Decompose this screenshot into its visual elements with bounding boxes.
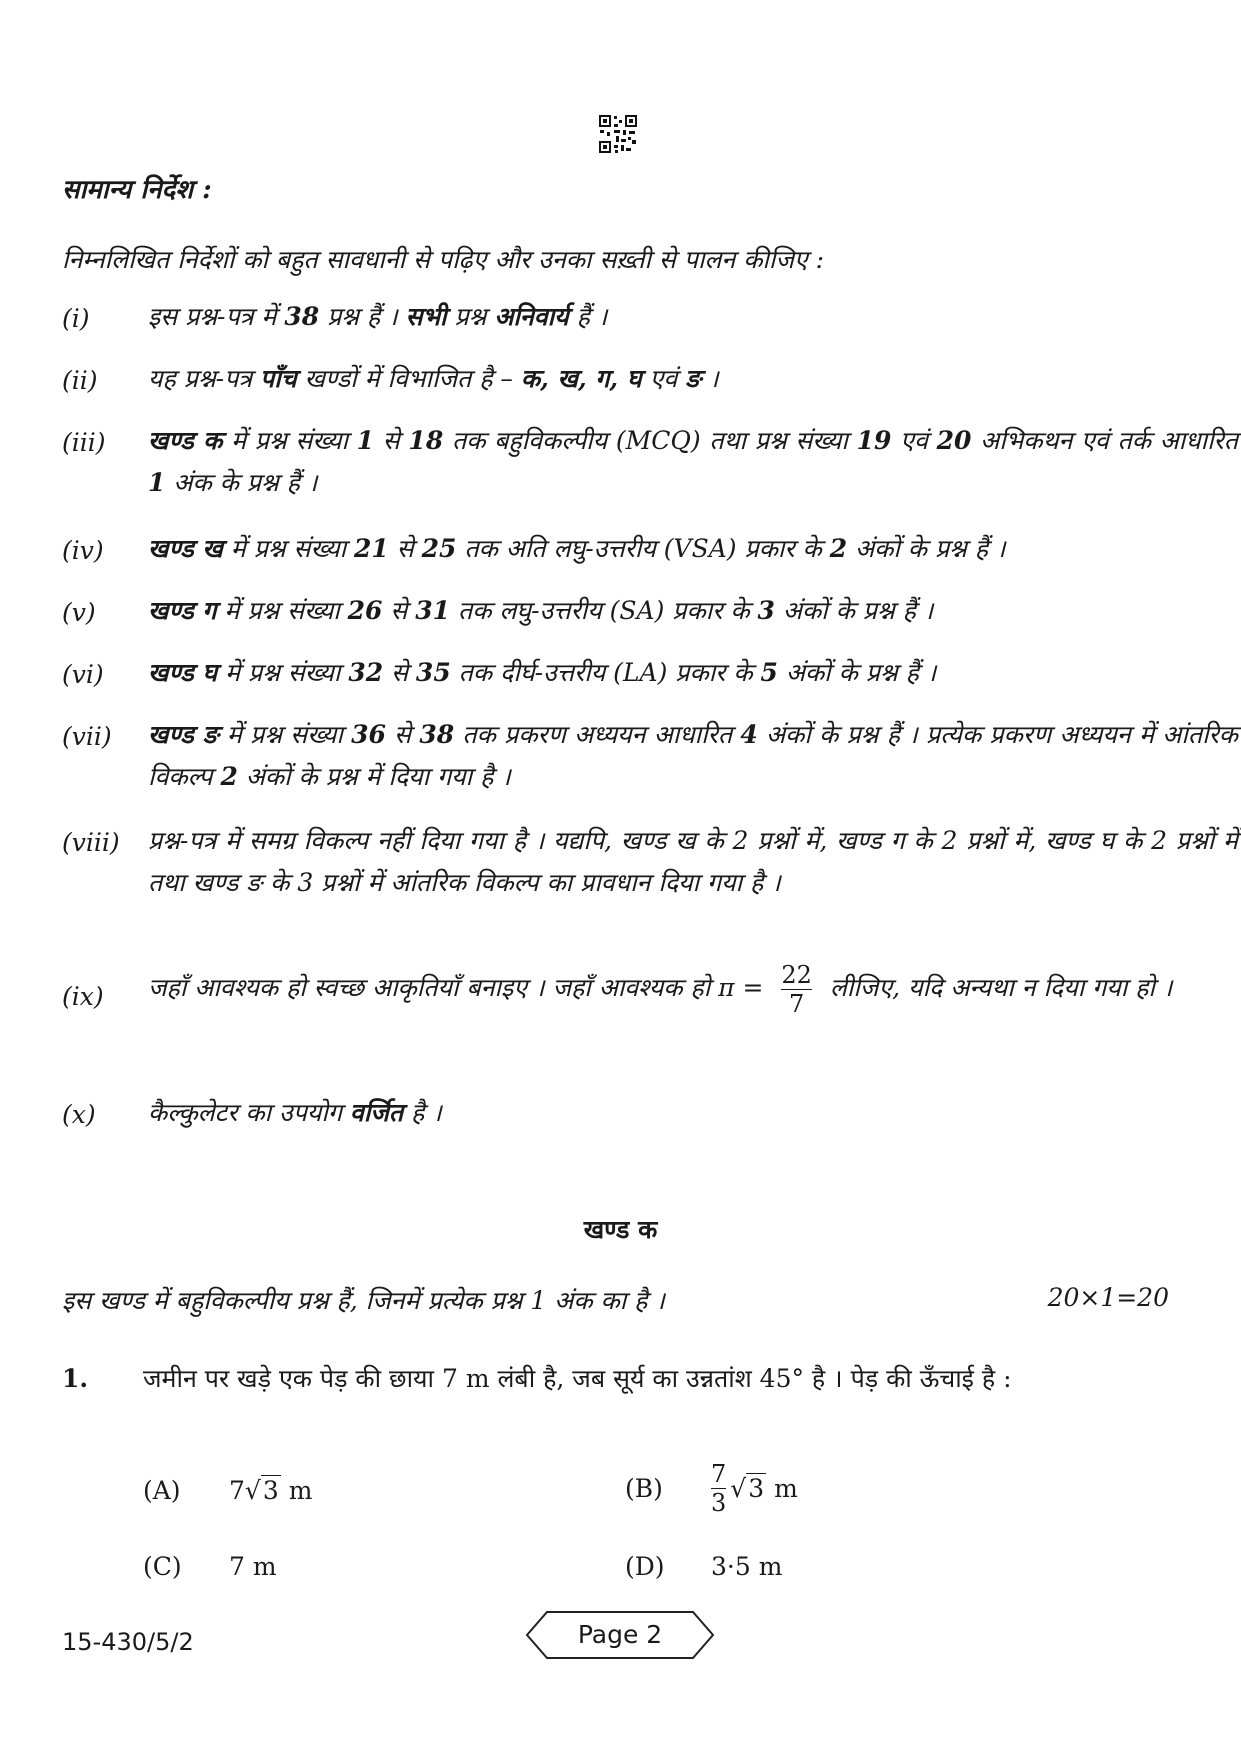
instruction-text: जहाँ आवश्यक हो स्वच्छ आकृतियाँ बनाइए । जहाँ आवश्यक हो π = $\frac{22}{7}$ लीजिए, यदि अन्यथा न दिया गया हो । — [148, 961, 1173, 1018]
instruction-number: (viii) — [62, 828, 120, 857]
instruction-text: यह प्रश्न-पत्र पाँच खण्डों में विभाजित है – क, ख, ग, घ एवं ङ । — [148, 364, 719, 393]
option-c: (C) 7 m — [143, 1552, 277, 1581]
question-number: 1. — [62, 1364, 89, 1393]
sqrt-symbol: √3 — [730, 1474, 765, 1503]
instruction-number: (iv) — [62, 536, 104, 565]
instruction-text: इस प्रश्न-पत्र में 38 प्रश्न हैं । सभी प्रश्न अनिवार्य हैं । — [148, 302, 608, 331]
section-title: खण्ड क — [583, 1215, 658, 1244]
instruction-number: (v) — [62, 598, 96, 627]
question-text: जमीन पर खड़े एक पेड़ की छाया 7 m लंबी है, जब सूर्य का उन्नतांश 45° है । पेड़ की ऊँचाई है : — [143, 1364, 1012, 1393]
instruction-number: (ix) — [62, 982, 104, 1011]
option-label: (C) — [143, 1552, 182, 1581]
option-label: (B) — [625, 1474, 663, 1503]
instruction-text: खण्ड ङ में प्रश्न संख्या 36 से 38 तक प्रकरण अध्ययन आधारित 4 अंकों के प्रश्न हैं । प्रत्येक प्रकरण अध्ययन में आंतरिक विकल्प 2 अंकों के प्रश्न में दिया गया है । — [148, 720, 1238, 791]
instruction-text: खण्ड ख में प्रश्न संख्या 21 से 25 तक अति लघु-उत्तरीय (VSA) प्रकार के 2 अंकों के प्रश्न हैं । — [148, 534, 1006, 563]
qr-code-icon — [598, 114, 638, 154]
instruction-number: (vi) — [62, 660, 104, 689]
instruction-text: खण्ड घ में प्रश्न संख्या 32 से 35 तक दीर्घ-उत्तरीय (LA) प्रकार के 5 अंकों के प्रश्न हैं । — [148, 658, 937, 687]
instruction-number: (vii) — [62, 722, 112, 751]
instruction-text: कैल्कुलेटर का उपयोग वर्जित है । — [148, 1098, 442, 1127]
general-instructions-heading: सामान्य निर्देश : — [62, 175, 212, 205]
option-label: (D) — [625, 1552, 665, 1581]
instruction-number: (iii) — [62, 428, 106, 457]
paper-code: 15-430/5/2 — [62, 1628, 194, 1656]
section-marks: 20×1=20 — [1047, 1283, 1169, 1312]
page-number-badge — [525, 1610, 715, 1660]
instruction-text: खण्ड ग में प्रश्न संख्या 26 से 31 तक लघु-उत्तरीय (SA) प्रकार के 3 अंकों के प्रश्न हैं । — [148, 596, 934, 625]
instruction-number: (ii) — [62, 366, 98, 395]
option-label: (A) — [143, 1476, 181, 1505]
instructions-intro: निम्नलिखित निर्देशों को बहुत सावधानी से पढ़िए और उनका सख़्ती से पालन कीजिए : — [62, 245, 825, 274]
instruction-text: खण्ड क में प्रश्न संख्या 1 से 18 तक बहुविकल्पीय (MCQ) तथा प्रश्न संख्या 19 एवं 20 अभिकथन एवं तर्क आधारित 1 अंक के प्रश्न हैं । — [148, 426, 1239, 497]
pi-fraction: $\frac{22}{7}$ — [781, 961, 812, 1018]
instruction-number: (x) — [62, 1100, 96, 1129]
option-b-fraction: $\frac{7}{3}$ — [711, 1460, 727, 1517]
instruction-number: (i) — [62, 304, 90, 333]
option-a: (A) 7√3 m — [143, 1476, 313, 1505]
page-number: Page 2 — [577, 1620, 663, 1649]
option-d: (D) 3·5 m — [625, 1552, 783, 1581]
section-note: इस खण्ड में बहुविकल्पीय प्रश्न हैं, जिनमें प्रत्येक प्रश्न 1 अंक का है । — [62, 1286, 665, 1315]
sqrt-symbol: √3 — [244, 1476, 279, 1505]
instruction-text: प्रश्न-पत्र में समग्र विकल्प नहीं दिया गया है । यद्यपि, खण्ड ख के 2 प्रश्नों में, खण्ड ग के 2 प्रश्नों में, खण्ड घ के 2 प्रश्नों में तथा खण्ड ङ के 3 प्रश्नों में आंतरिक विकल्प का प्रावधान दिया गया है । — [148, 826, 1238, 897]
option-b: (B) $\frac{7}{3}$ √3 m — [625, 1460, 798, 1517]
